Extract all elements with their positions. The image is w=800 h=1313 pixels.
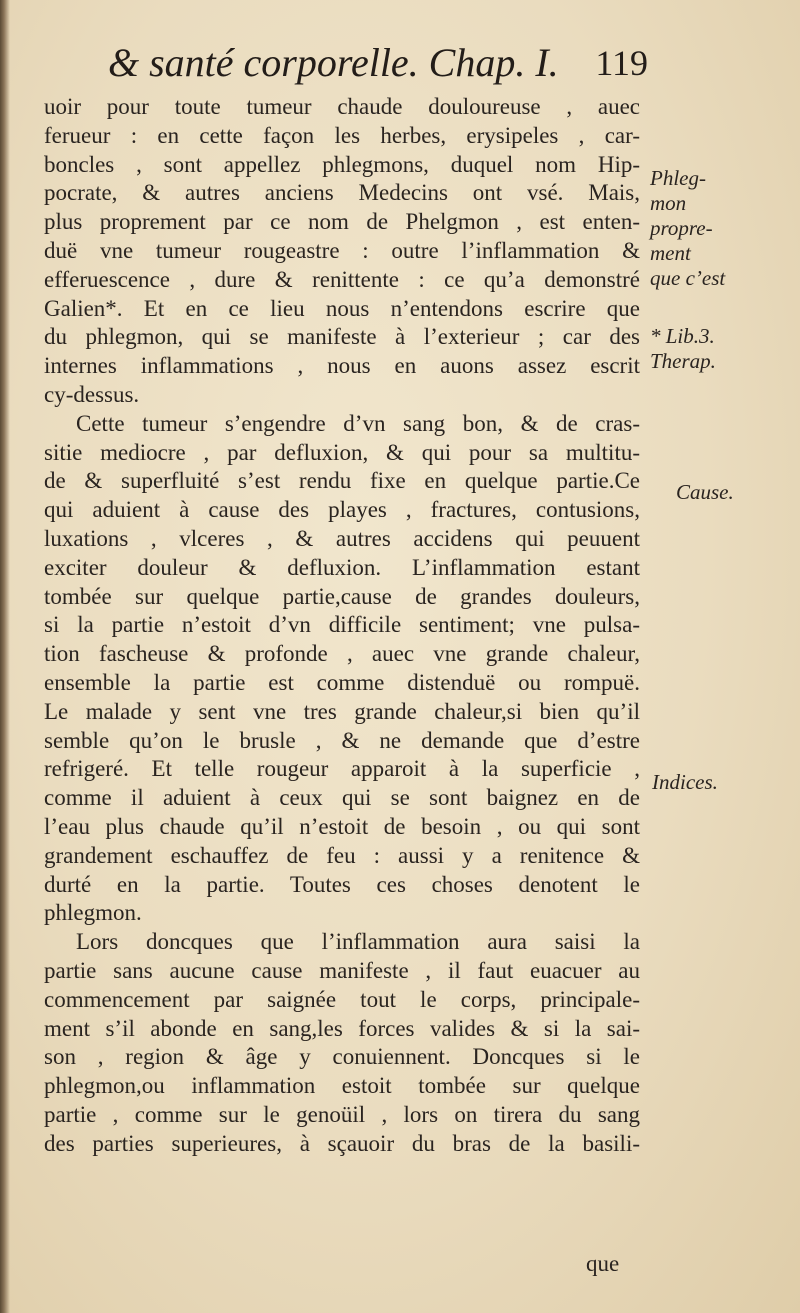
text-line: durté en la partie. Toutes ces choses denotent le: [44, 871, 640, 897]
text-line: qui aduient à cause des playes , fractures, contusions,: [44, 497, 640, 523]
running-title: & santé corporelle. Chap. I.: [108, 40, 559, 85]
binding-gutter: [0, 0, 10, 1313]
text-line: plus proprement par ce nom de Phelgmon , est enten-: [44, 209, 640, 235]
text-line: duë vne tumeur rougeastre : outre l’inflammation &: [44, 237, 640, 263]
margin-note-line: mon: [650, 191, 687, 215]
text-line: phlegmon,ou inflammation estoit tombée sur quelque: [44, 1073, 640, 1099]
text-line: tombée sur quelque partie,cause de grandes douleurs,: [44, 583, 640, 609]
text-line: efferuescence , dure & renittente : ce qu’a demonstré: [44, 266, 640, 292]
text-line: ferueur : en cette façon les herbes, erysipeles , car-: [44, 122, 640, 148]
text-line: partie , comme sur le genoüil , lors on tirera du sang: [44, 1101, 640, 1127]
paragraph-start-line: Cette tumeur s’engendre d’vn sang bon, & de cras-: [76, 410, 640, 436]
text-line: de & superfluité s’est rendu fixe en quelque partie.Ce: [44, 468, 640, 494]
text-line: semble qu’on le brusle , & ne demande que d’estre: [44, 727, 640, 753]
margin-note-line: * Lib.3.: [650, 324, 715, 348]
margin-note-phlegmon: [650, 166, 725, 291]
text-line: Galien*. Et en ce lieu nous n’entendons escrire que: [44, 295, 640, 321]
catchword: que: [586, 1251, 620, 1276]
page-number: 119: [595, 43, 648, 83]
margin-note-line: Therap.: [650, 349, 716, 373]
body-text: [44, 93, 640, 1158]
text-line: partie sans aucune cause manifeste , il faut euacuer au: [44, 957, 640, 983]
text-line: ment s’il abonde en sang,les forces valides & si la sai-: [44, 1015, 640, 1041]
running-header: [108, 38, 648, 88]
margin-note-line: Indices.: [652, 770, 718, 794]
text-line: internes inflammations , nous en auons assez escrit: [44, 353, 640, 379]
margin-note-line: propre-: [650, 216, 713, 240]
text-line: uoir pour toute tumeur chaude douloureuse , auec: [44, 94, 640, 119]
margin-note-indices: [652, 770, 718, 795]
text-line: ensemble la partie est comme distenduë ou rompuë.: [44, 669, 640, 695]
margin-note-reference: [650, 324, 716, 374]
text-line: tion fascheuse & profonde , auec vne grande chaleur,: [44, 641, 640, 667]
text-line: commencement par saignée tout le corps, principale-: [44, 986, 640, 1012]
margin-note-line: Phleg-: [650, 166, 706, 190]
text-line: phlegmon.: [44, 900, 142, 926]
text-line: cy-dessus.: [44, 381, 140, 407]
text-line: refrigeré. Et telle rougeur apparoit à la superficie ,: [44, 756, 640, 782]
text-line: grandement eschauffez de feu : aussi y a renitence &: [44, 842, 640, 868]
text-line: sitie mediocre , par defluxion, & qui pour sa multitu-: [44, 439, 640, 465]
text-line: boncles , sont appellez phlegmons, duquel nom Hip-: [44, 151, 640, 177]
margin-note-line: ment: [650, 241, 691, 265]
margin-note-line: que c’est: [650, 266, 726, 290]
text-line: luxations , vlceres , & autres accidens qui peuuent: [44, 525, 640, 551]
text-line: du phlegmon, qui se manifeste à l’exterieur ; car des: [44, 324, 640, 350]
margin-note-line: Cause.: [676, 480, 734, 504]
text-line: Le malade y sent vne tres grande chaleur,si bien qu’il: [44, 698, 640, 724]
text-line: l’eau plus chaude qu’il n’estoit de besoin , ou qui sont: [44, 813, 640, 839]
text-line: comme il aduient à ceux qui se sont baignez en de: [44, 785, 640, 811]
paragraph-start-line: Lors doncques que l’inflammation aura saisi la: [76, 929, 640, 955]
text-line: son , region & âge y conuiennent. Doncques si le: [44, 1044, 640, 1070]
margin-note-cause: [676, 480, 734, 505]
text-line: si la partie n’estoit d’vn difficile sentiment; vne pulsa-: [44, 612, 640, 638]
text-line: des parties superieures, à sçauoir du bras de la basili-: [44, 1130, 640, 1156]
text-line: exciter douleur & defluxion. L’inflammation estant: [44, 554, 640, 580]
text-line: pocrate, & autres anciens Medecins ont vsé. Mais,: [44, 180, 640, 206]
